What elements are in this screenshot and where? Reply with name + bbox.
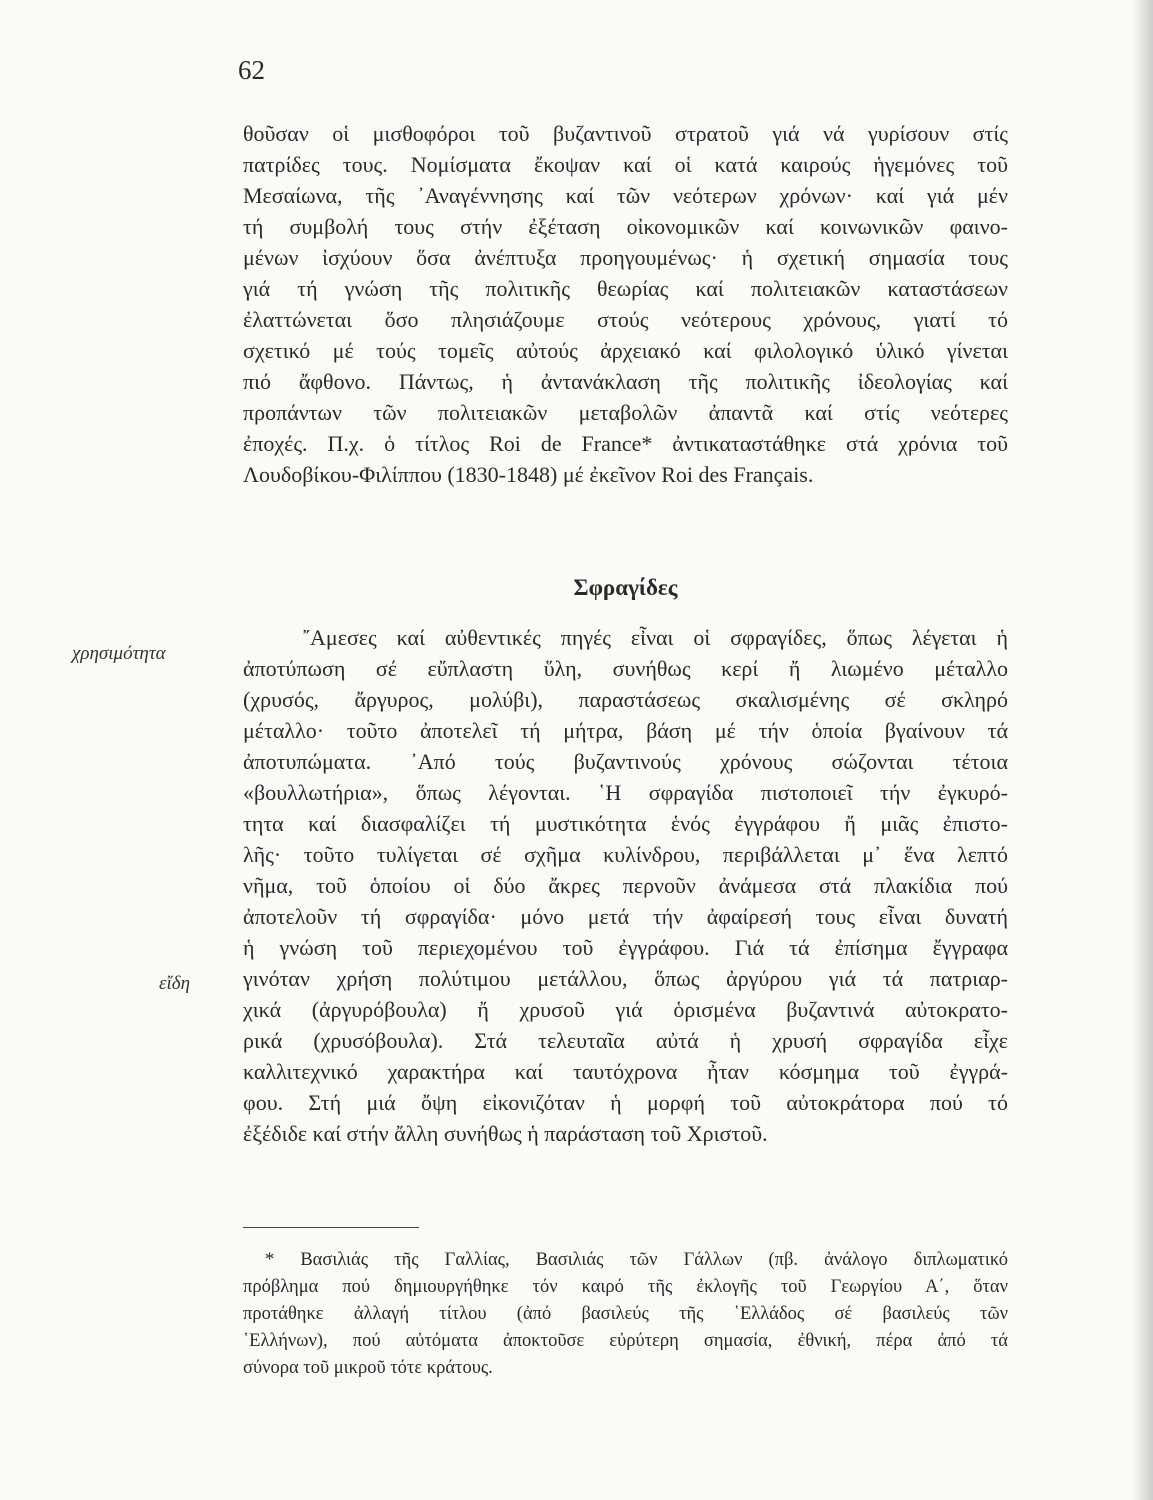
- text-line: μέταλλο· τοῦτο ἀποτελεῖ τή μήτρα, βάση μέ τήν ὁποία βγαίνουν τά: [243, 718, 1008, 743]
- text-line: ἐποχές. Π.χ. ὁ τίτλος Roi de France* ἀντικαταστάθηκε στά χρόνια τοῦ: [243, 431, 1008, 456]
- footnote-line: πρόβλημα πού δημιουργήθηκε τόν καιρό τῆς ἐκλογῆς τοῦ Γεωργίου Α΄, ὅταν: [243, 1277, 1008, 1297]
- text-line: γινόταν χρήση πολύτιμου μετάλλου, ὅπως ἀργύρου γιά τά πατριαρ-: [243, 966, 1008, 991]
- text-line: Λουδοβίκου-Φιλίππου (1830-1848) μέ ἐκεῖνον Roi des Français.: [243, 462, 814, 487]
- footnote-line: * Βασιλιάς τῆς Γαλλίας, Βασιλιάς τῶν Γάλλων (πβ. ἀνάλογο διπλωματικό: [265, 1250, 1008, 1270]
- text-line: γιά τή γνώση τῆς πολιτικῆς θεωρίας καί πολιτειακῶν καταστάσεων: [243, 276, 1008, 301]
- text-line: φου. Στή μιά ὄψη εἰκονιζόταν ἡ μορφή τοῦ αὐτοκράτορα πού τό: [243, 1090, 1008, 1115]
- text-line: ῎Αμεσες καί αὐθεντικές πηγές εἶναι οἱ σφραγίδες, ὅπως λέγεται ἡ: [243, 625, 1008, 650]
- text-line: λῆς· τοῦτο τυλίγεται σέ σχῆμα κυλίνδρου, περιβάλλεται μ᾿ ἕνα λεπτό: [243, 842, 1008, 867]
- text-line: ἀποτελοῦν τή σφραγίδα· μόνο μετά τήν ἀφαίρεσή τους εἶναι δυνατή: [243, 904, 1008, 929]
- binding-edge-shadow: [1131, 0, 1153, 1500]
- section-heading: Σφραγίδες: [573, 575, 678, 600]
- text-line: τητα καί διασφαλίζει τή μυστικότητα ἑνός ἐγγράφου ἤ μιᾶς ἐπιστο-: [243, 811, 1008, 836]
- text-line: πατρίδες τους. Νομίσματα ἔκοψαν καί οἱ κατά καιρούς ἡγεμόνες τοῦ: [243, 152, 1008, 177]
- section-paragraph: [243, 622, 1008, 1149]
- top-paragraph: [243, 118, 1008, 490]
- text-line: ἐλαττώνεται ὅσο πλησιάζουμε στούς νεότερους χρόνους, γιατί τό: [243, 307, 1008, 332]
- text-line: μένων ἰσχύουν ὅσα ἀνέπτυξα προηγουμένως· ἡ σχετική σημασία τους: [243, 245, 1008, 270]
- text-line: ἀποτυπώματα. ᾿Από τούς βυζαντινούς χρόνους σώζονται τέτοια: [243, 749, 1008, 774]
- text-line: πιό ἄφθονο. Πάντως, ἡ ἀντανάκλαση τῆς πολιτικῆς ἰδεολογίας καί: [243, 369, 1008, 394]
- text-line: προπάντων τῶν πολιτειακῶν μεταβολῶν ἀπαντᾶ καί στίς νεότερες: [243, 400, 1008, 425]
- footnote-line: σύνορα τοῦ μικροῦ τότε κράτους.: [243, 1358, 493, 1378]
- footnote-separator: [243, 1227, 419, 1228]
- footnote-line: ῾Ελλήνων), πού αὐτόματα ἀποκτοῦσε εὐρύτερη σημασία, ἐθνική, πέρα ἀπό τά: [243, 1331, 1008, 1351]
- text-line: τή συμβολή τους στήν ἐξέταση οἰκονομικῶν καί κοινωνικῶν φαινο-: [243, 214, 1008, 239]
- page-number: 62: [238, 55, 265, 85]
- text-line: ἐξέδιδε καί στήν ἄλλη συνήθως ἡ παράσταση τοῦ Χριστοῦ.: [243, 1121, 768, 1146]
- text-line: χικά (ἀργυρόβουλα) ἤ χρυσοῦ γιά ὁρισμένα βυζαντινά αὐτοκρατο-: [243, 997, 1008, 1022]
- text-line: νῆμα, τοῦ ὁποίου οἱ δύο ἄκρες περνοῦν ἀνάμεσα στά πλακίδια πού: [243, 873, 1008, 898]
- text-line: θοῦσαν οἱ μισθοφόροι τοῦ βυζαντινοῦ στρατοῦ γιά νά γυρίσουν στίς: [243, 121, 1008, 146]
- text-line: σχετικό μέ τούς τομεῖς αὐτούς ἀρχειακό καί φιλολογικό ὑλικό γίνεται: [243, 338, 1008, 363]
- footnote: [243, 1247, 1008, 1382]
- text-line: Μεσαίωνα, τῆς ᾿Αναγέννησης καί τῶν νεότερων χρόνων· καί γιά μέν: [243, 183, 1008, 208]
- footnote-line: προτάθηκε ἀλλαγή τίτλου (ἀπό βασιλεύς τῆς ῾Ελλάδος σέ βασιλεύς τῶν: [243, 1304, 1008, 1324]
- margin-note-usefulness: χρησιμότητα: [72, 643, 166, 664]
- text-line: ἡ γνώση τοῦ περιεχομένου τοῦ ἐγγράφου. Γιά τά ἐπίσημα ἔγγραφα: [243, 935, 1008, 960]
- text-line: «βουλλωτήρια», ὅπως λέγονται. ῾Η σφραγίδα πιστοποιεῖ τήν ἐγκυρό-: [243, 780, 1008, 805]
- text-line: (χρυσός, ἄργυρος, μολύβι), παραστάσεως σκαλισμένης σέ σκληρό: [243, 687, 1008, 712]
- text-line: καλλιτεχνικό χαρακτήρα καί ταυτόχρονα ἦταν κόσμημα τοῦ ἐγγρά-: [243, 1059, 1008, 1084]
- margin-note-types: εἴδη: [159, 973, 191, 994]
- text-line: ρικά (χρυσόβουλα). Στά τελευταῖα αὐτά ἡ χρυσή σφραγίδα εἶχε: [243, 1028, 1008, 1053]
- text-line: ἀποτύπωση σέ εὔπλαστη ὕλη, συνήθως κερί ἤ λιωμένο μέταλλο: [243, 656, 1008, 681]
